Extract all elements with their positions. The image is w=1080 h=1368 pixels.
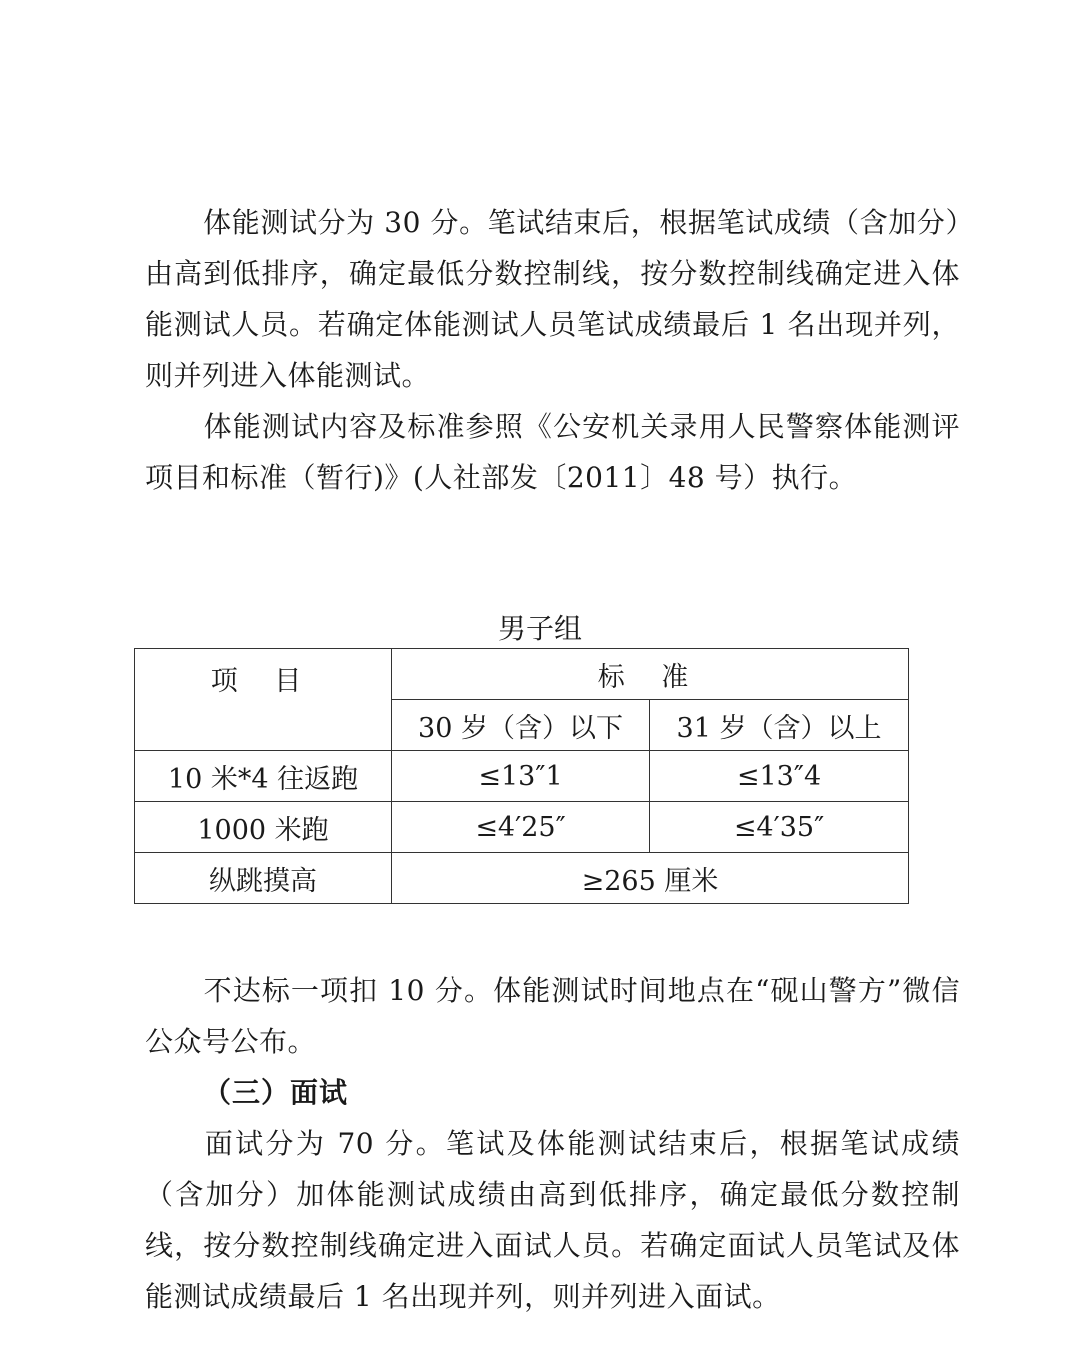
paragraph-deduction-note (145, 965, 960, 1067)
cell-over31: ≤13″4 (650, 751, 909, 802)
paragraph-physical-test-intro (145, 197, 960, 401)
section-heading-interview: （三）面试 (203, 1076, 349, 1109)
header-item-label: 项 目 (210, 666, 316, 697)
paragraph-text: 体能测试内容及标准参照《公安机关录用人民警察体能测评项目和标准（暂行)》(人社部发〔2011〕48 号）执行。 (145, 410, 960, 494)
table-row (135, 853, 909, 904)
paragraph-text: 不达标一项扣 10 分。体能测试时间地点在“砚山警方”微信公众号公布。 (145, 974, 960, 1058)
paragraph-physical-test-standard (145, 401, 960, 503)
table-row (135, 751, 909, 802)
physical-standard-table (134, 648, 909, 904)
header-cell-over31: 31 岁（含）以上 (650, 700, 909, 751)
paragraph-text: 体能测试分为 30 分。笔试结束后，根据笔试成绩（含加分）由高到低排序，确定最低分数控制线，按分数控制线确定进入体能测试人员。若确定体能测试人员笔试成绩最后 1 名出现并列，则并列进入体能测试。 (145, 206, 960, 392)
cell-item: 1000 米跑 (135, 802, 392, 853)
cell-under30: ≤13″1 (392, 751, 650, 802)
cell-merged-standard: ≥265 厘米 (392, 853, 909, 904)
cell-over31: ≤4′35″ (650, 802, 909, 853)
table-header-row (135, 649, 909, 700)
paragraph-text: 面试分为 70 分。笔试及体能测试结束后，根据笔试成绩（含加分）加体能测试成绩由高到低排序，确定最低分数控制线，按分数控制线确定进入面试人员。若确定面试人员笔试及体能测试成绩最后 1 名出现并列，则并列进入面试。 (145, 1127, 960, 1313)
header-standard-label: 标 准 (597, 661, 703, 693)
table-row (135, 802, 909, 853)
cell-item: 纵跳摸高 (135, 853, 392, 904)
cell-item: 10 米*4 往返跑 (135, 751, 392, 802)
header-cell-standard (392, 649, 909, 700)
header-cell-under30: 30 岁（含）以下 (392, 700, 650, 751)
header-cell-item (135, 649, 392, 751)
paragraph-interview (145, 1118, 960, 1322)
cell-under30: ≤4′25″ (392, 802, 650, 853)
table-caption: 男子组 (497, 612, 582, 645)
